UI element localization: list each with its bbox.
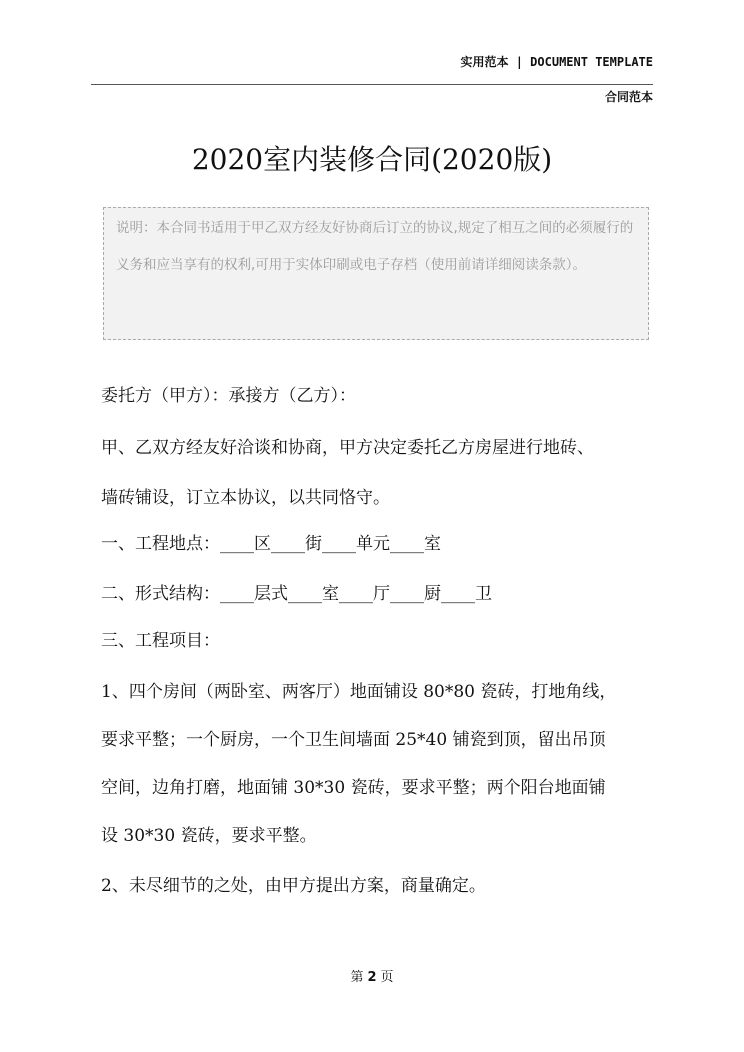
page-footer xyxy=(0,966,744,985)
body-line-1: 委托方（甲方）：承接方（乙方）： xyxy=(101,386,356,406)
body-line-6: 三、工程项目： xyxy=(101,631,220,651)
body-line-10: 设 30*30 瓷砖，要求平整。 xyxy=(101,826,317,846)
header-template-label: 实用范本 | DOCUMENT TEMPLATE xyxy=(460,55,653,69)
header-category-label: 合同范本 xyxy=(604,90,653,104)
body-line-2: 甲、乙双方经友好洽谈和协商，甲方决定委托乙方房屋进行地砖、 xyxy=(101,438,594,458)
header-divider xyxy=(91,84,653,85)
body-line-8: 要求平整；一个厨房，一个卫生间墙面 25*40 铺瓷到顶，留出吊顶 xyxy=(101,730,606,750)
document-title: 2020室内装修合同(2020版) xyxy=(191,143,553,176)
body-line-3: 墙砖铺设，订立本协议，以共同恪守。 xyxy=(101,488,390,508)
body-line-9: 空间，边角打磨，地面铺 30*30 瓷砖，要求平整；两个阳台地面铺 xyxy=(101,778,606,798)
page-number: 2 xyxy=(367,970,377,985)
description-text: 说明：本合同书适用于甲乙双方经友好协商后订立的协议,规定了相互之间的必须履行的义务和应当享有的权利,可用于实体印刷或电子存档（使用前请详细阅读条款）。 xyxy=(116,220,634,273)
description-box xyxy=(103,207,649,340)
body-line-7: 1、四个房间（两卧室、两客厅）地面铺设 80*80 瓷砖，打地角线， xyxy=(101,682,617,702)
footer-suffix: 页 xyxy=(380,970,394,985)
body-line-5: 二、形式结构：____层式____室____厅____厨____卫 xyxy=(101,584,492,604)
body-line-4: 一、工程地点：____区____街____单元____室 xyxy=(101,534,441,554)
footer-prefix: 第 xyxy=(350,970,364,985)
body-line-11: 2、未尽细节的之处，由甲方提出方案，商量确定。 xyxy=(101,876,486,896)
